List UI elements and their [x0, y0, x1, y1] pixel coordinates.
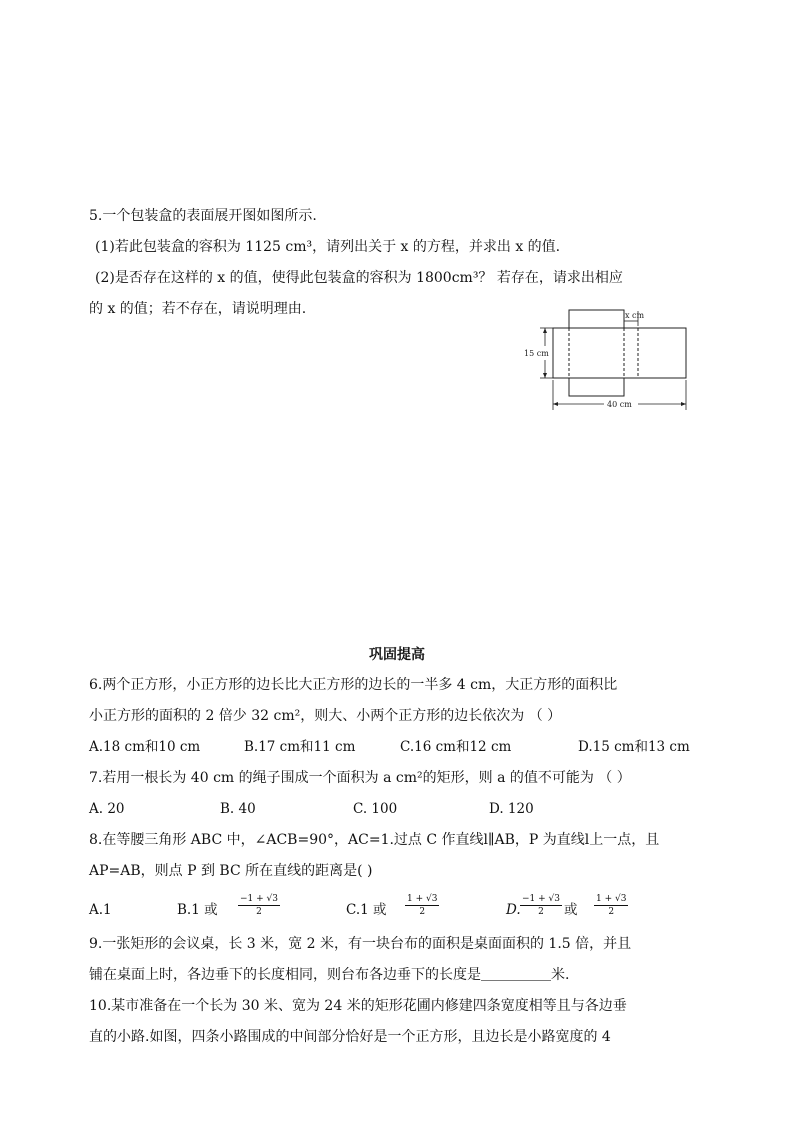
q7-option-d: D. 120 [489, 801, 534, 817]
q7-option-c: C. 100 [353, 801, 398, 817]
q6-line2: 小正方形的面积的 2 倍少 32 cm²，则大、小两个正方形的边长依次为 （ ） [89, 708, 562, 724]
net-top-flap [569, 310, 624, 328]
fraction-denominator: 2 [608, 907, 615, 917]
q8-line2: AP=AB，则点 P 到 BC 所在直线的距离是( ) [89, 863, 373, 879]
q10-line1: 10.某市准备在一个长为 30 米、宽为 24 米的矩形花圃内修建四条宽度相等且与各边垂 [89, 998, 627, 1014]
q8-option-d: D. [506, 902, 521, 918]
q5-part1: (1)若此包装盒的容积为 1125 cm³，请列出关于 x 的方程，并求出 x 的值. [95, 239, 561, 255]
fraction-numerator: 1 + √3 [407, 894, 438, 904]
q6-option-a: A.18 cm和10 cm [89, 739, 201, 755]
fraction-numerator: 1 + √3 [596, 894, 627, 904]
q8-fraction-c [405, 894, 439, 917]
q9-line1: 9.一张矩形的会议桌，长 3 米，宽 2 米，有一块台布的面积是桌面面积的 1.5 倍，并且 [89, 936, 632, 952]
fraction-denominator: 2 [538, 907, 544, 917]
q8-fraction-b [238, 894, 280, 917]
q5-part2-cont: 的 x 的值；若不存在，请说明理由. [89, 301, 307, 317]
label-x-cm: x cm [625, 311, 645, 320]
q9-line2: 铺在桌面上时，各边垂下的长度相同，则台布各边垂下的长度是＿＿＿＿＿米. [89, 967, 570, 983]
q8-option-a: A.1 [89, 902, 112, 918]
label-40cm: 40 cm [607, 400, 632, 409]
net-strip [553, 328, 686, 378]
label-15cm: 15 cm [524, 349, 549, 358]
fraction-numerator: −1 + √3 [522, 894, 560, 904]
section-title: 巩固提高 [369, 647, 425, 663]
fraction-numerator: −1 + √3 [240, 894, 278, 904]
q7-option-b: B. 40 [220, 801, 256, 817]
box-net-figure [520, 306, 700, 414]
q8-line1: 8.在等腰三角形 ABC 中，∠ACB=90°，AC=1.过点 C 作直线l∥AB，P 为直线l上一点，且 [89, 832, 660, 848]
net-bottom-flap [569, 378, 624, 396]
q10-line2: 直的小路.如图，四条小路围成的中间部分恰好是一个正方形，且边长是小路宽度的 4 [89, 1029, 611, 1045]
q7-line1: 7.若用一根长为 40 cm 的绳子围成一个面积为 a cm²的矩形，则 a 的值不可能为 （ ） [89, 770, 631, 786]
q8-option-c: C.1 或 [346, 902, 387, 918]
q8-option-b: B.1 或 [177, 902, 218, 918]
q8-fraction-d1 [520, 894, 562, 917]
fraction-denominator: 2 [256, 907, 262, 917]
fraction-denominator: 2 [419, 907, 426, 917]
q6-option-c: C.16 cm和12 cm [400, 739, 512, 755]
q7-option-a: A. 20 [89, 801, 125, 817]
q5-line1: 5.一个包装盒的表面展开图如图所示. [89, 208, 317, 224]
q6-option-d: D.15 cm和13 cm [578, 739, 690, 755]
q6-option-b: B.17 cm和11 cm [244, 739, 356, 755]
q5-part2: (2)是否存在这样的 x 的值，使得此包装盒的容积为 1800cm³？ 若存在，请求出相应 [95, 270, 623, 286]
q6-line1: 6.两个正方形，小正方形的边长比大正方形的边长的一半多 4 cm，大正方形的面积比 [89, 677, 618, 693]
q8-fraction-d2 [594, 894, 628, 917]
q8-or: 或 [564, 902, 578, 918]
